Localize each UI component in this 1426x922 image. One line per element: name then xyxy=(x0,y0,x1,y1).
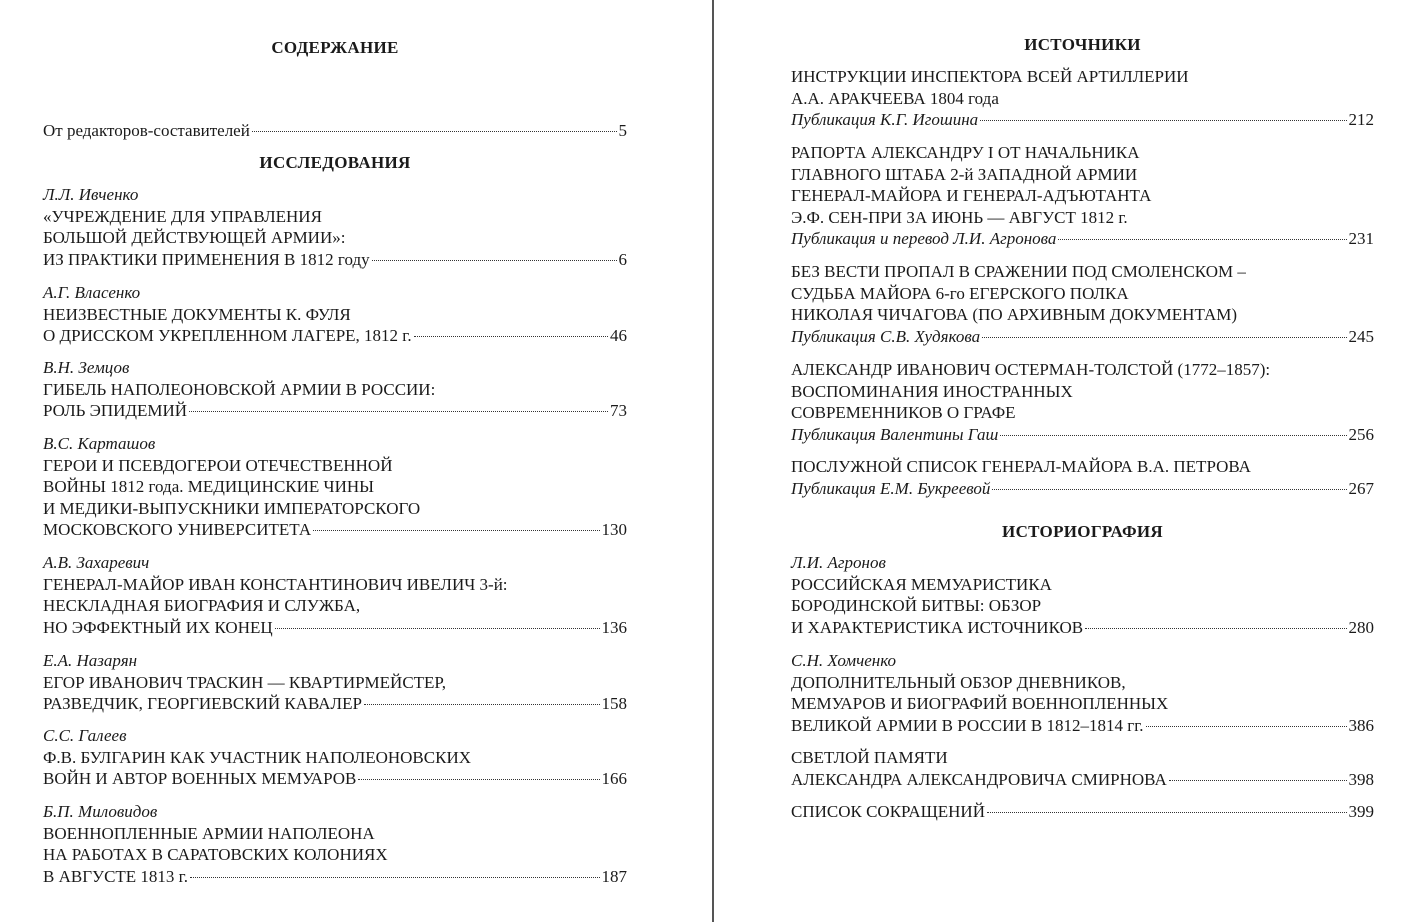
dot-leader xyxy=(1169,780,1347,781)
entry-title-line: ГЕНЕРАЛ-МАЙОР ИВАН КОНСТАНТИНОВИЧ ИВЕЛИЧ 3-й: xyxy=(43,574,508,594)
page-number: 212 xyxy=(1348,110,1374,129)
toc-dotted-line xyxy=(43,617,627,639)
entry-title-line: А.А. АРАКЧЕЕВА 1804 года xyxy=(791,88,999,108)
page-number: 187 xyxy=(601,866,627,886)
page-divider xyxy=(712,0,714,922)
dot-leader xyxy=(992,489,1346,490)
entry-title-line: НО ЭФФЕКТНЫЙ ИХ КОНЕЦ xyxy=(43,617,273,637)
dot-leader xyxy=(980,120,1346,121)
entry-title-line: РОЛЬ ЭПИДЕМИЙ xyxy=(43,401,188,420)
toc-dotted-line xyxy=(43,693,627,715)
entry-title: От редакторов-составителей xyxy=(43,121,250,140)
page-number: 5 xyxy=(618,121,627,140)
toc-entry[interactable] xyxy=(43,282,627,347)
entry-publication: Публикация и перевод Л.И. Агронова xyxy=(791,229,1057,248)
entry-title-line: «УЧРЕЖДЕНИЕ ДЛЯ УПРАВЛЕНИЯ xyxy=(43,206,322,226)
entry-title-line: РОССИЙСКАЯ МЕМУАРИСТИКА xyxy=(791,574,1052,594)
toc-entry[interactable] xyxy=(791,650,1374,736)
entry-title-line: ГЛАВНОГО ШТАБА 2-й ЗАПАДНОЙ АРМИИ xyxy=(791,164,1138,184)
entry-author: В.Н. Земцов xyxy=(43,358,130,377)
dot-leader xyxy=(414,336,608,337)
page-number: 46 xyxy=(610,326,627,345)
toc-entry[interactable] xyxy=(43,650,627,715)
toc-dotted-line xyxy=(43,120,627,142)
toc-entry[interactable] xyxy=(791,66,1374,131)
dot-leader xyxy=(364,704,600,705)
entry-title-line: НЕСКЛАДНАЯ БИОГРАФИЯ И СЛУЖБА, xyxy=(43,596,361,615)
dot-leader xyxy=(189,411,608,412)
toc-dotted-line xyxy=(791,715,1374,737)
entry-publication: Публикация С.В. Худякова xyxy=(791,326,981,346)
toc-dotted-line xyxy=(791,424,1374,446)
dot-leader xyxy=(982,337,1346,338)
toc-dotted-line xyxy=(791,326,1374,348)
page-number: 231 xyxy=(1348,229,1374,248)
page-number: 386 xyxy=(1348,715,1374,735)
toc-dotted-line xyxy=(791,769,1374,791)
entry-author: Б.П. Миловидов xyxy=(43,802,158,821)
toc-entry[interactable] xyxy=(43,357,627,422)
entry-title-line: ВОСПОМИНАНИЯ ИНОСТРАННЫХ xyxy=(791,381,1073,401)
page-number: 6 xyxy=(618,249,627,269)
entry-author: С.Н. Хомченко xyxy=(791,651,897,670)
page-number: 399 xyxy=(1348,802,1374,821)
page-number: 158 xyxy=(601,694,627,713)
entry-author: В.С. Карташов xyxy=(43,434,156,453)
toc-dotted-line xyxy=(791,801,1374,823)
entry-title-line: МЕМУАРОВ И БИОГРАФИЙ ВОЕННОПЛЕННЫХ xyxy=(791,694,1169,713)
entry-title-line: РАПОРТА АЛЕКСАНДРУ I ОТ НАЧАЛЬНИКА xyxy=(791,143,1140,162)
page-number: 256 xyxy=(1348,424,1374,444)
dot-leader xyxy=(1000,435,1346,436)
entry-title-line: НЕИЗВЕСТНЫЕ ДОКУМЕНТЫ К. ФУЛЯ xyxy=(43,304,351,324)
entry-title-line: ПОСЛУЖНОЙ СПИСОК ГЕНЕРАЛ-МАЙОРА В.А. ПЕТРОВА xyxy=(791,457,1251,476)
page-number: 280 xyxy=(1348,617,1374,637)
dot-leader xyxy=(275,628,600,629)
entry-title-line: Ф.В. БУЛГАРИН КАК УЧАСТНИК НАПОЛЕОНОВСКИХ xyxy=(43,747,472,767)
entry-title-line: РАЗВЕДЧИК, ГЕОРГИЕВСКИЙ КАВАЛЕР xyxy=(43,694,362,713)
entry-author: Л.Л. Ивченко xyxy=(43,185,139,204)
entry-title-line: МОСКОВСКОГО УНИВЕРСИТЕТА xyxy=(43,520,312,539)
dot-leader xyxy=(190,877,600,878)
page-number: 267 xyxy=(1348,478,1374,498)
entry-title-line: НИКОЛАЯ ЧИЧАГОВА (ПО АРХИВНЫМ ДОКУМЕНТАМ) xyxy=(791,305,1238,324)
entry-title-line: ГЕРОИ И ПСЕВДОГЕРОИ ОТЕЧЕСТВЕННОЙ xyxy=(43,455,393,475)
entry-author: Е.А. Назарян xyxy=(43,651,138,670)
entry-title-line: ВЕЛИКОЙ АРМИИ В РОССИИ В 1812–1814 гг. xyxy=(791,715,1144,735)
section-heading: ИСТОЧНИКИ xyxy=(1024,35,1141,54)
entry-title-line: И ХАРАКТЕРИСТИКА ИСТОЧНИКОВ xyxy=(791,617,1084,637)
entry-title-line: СОВРЕМЕННИКОВ О ГРАФЕ xyxy=(791,403,1016,422)
dot-leader xyxy=(313,530,599,531)
toc-entry[interactable] xyxy=(791,456,1374,499)
dot-leader xyxy=(1085,628,1346,629)
page-number: 398 xyxy=(1348,769,1374,789)
toc-entry[interactable] xyxy=(791,801,1374,823)
toc-entry[interactable] xyxy=(43,801,627,887)
page-number: 130 xyxy=(601,520,627,539)
entry-title-line: ВОЙНЫ 1812 года. МЕДИЦИНСКИЕ ЧИНЫ xyxy=(43,477,374,496)
toc-dotted-line xyxy=(791,617,1374,639)
entry-publication: Публикация Е.М. Букреевой xyxy=(791,478,991,498)
toc-dotted-line xyxy=(43,325,627,347)
dot-leader xyxy=(987,812,1347,813)
toc-entry[interactable] xyxy=(791,261,1374,347)
entry-title-line: ГИБЕЛЬ НАПОЛЕОНОВСКОЙ АРМИИ В РОССИИ: xyxy=(43,379,436,399)
entry-title-line: ВОЙН И АВТОР ВОЕННЫХ МЕМУАРОВ xyxy=(43,769,357,788)
entry-title-line: ЕГОР ИВАНОВИЧ ТРАСКИН — КВАРТИРМЕЙСТЕР, xyxy=(43,672,447,692)
entry-title-line: СВЕТЛОЙ ПАМЯТИ xyxy=(791,748,948,767)
entry-title-line: АЛЕКСАНДРА АЛЕКСАНДРОВИЧА СМИРНОВА xyxy=(791,769,1167,789)
entry-publication: Публикация Валентины Гаш xyxy=(791,424,999,444)
entry-author: Л.И. Агронов xyxy=(791,553,886,572)
entry-author: С.С. Галеев xyxy=(43,726,127,745)
entry-publication: Публикация К.Г. Игошина xyxy=(791,110,979,129)
toc-entry[interactable] xyxy=(791,359,1374,445)
page-number: 166 xyxy=(601,769,627,788)
entry-title-line: В АВГУСТЕ 1813 г. xyxy=(43,866,188,886)
entry-title-line: ИНСТРУКЦИИ ИНСПЕКТОРА ВСЕЙ АРТИЛЛЕРИИ xyxy=(791,67,1189,86)
dot-leader xyxy=(358,779,599,780)
entry-title-line: БОЛЬШОЙ ДЕЙСТВУЮЩЕЙ АРМИИ»: xyxy=(43,228,346,247)
toc-dotted-line xyxy=(791,228,1374,250)
entry-author: А.В. Захаревич xyxy=(43,553,150,572)
entry-title-line: БЕЗ ВЕСТИ ПРОПАЛ В СРАЖЕНИИ ПОД СМОЛЕНСКОМ – xyxy=(791,262,1246,281)
entry-title-line: СУДЬБА МАЙОРА 6-го ЕГЕРСКОГО ПОЛКА xyxy=(791,283,1129,303)
toc-dotted-line xyxy=(791,478,1374,500)
entry-title-line: ГЕНЕРАЛ-МАЙОРА И ГЕНЕРАЛ-АДЪЮТАНТА xyxy=(791,186,1152,205)
toc-entry-intro[interactable] xyxy=(43,120,627,142)
toc-dotted-line xyxy=(791,109,1374,131)
toc-entry[interactable] xyxy=(791,552,1374,638)
entry-title-line: СПИСОК СОКРАЩЕНИЙ xyxy=(791,802,985,821)
page-title: СОДЕРЖАНИЕ xyxy=(271,38,399,57)
entry-title-line: О ДРИССКОМ УКРЕПЛЕННОМ ЛАГЕРЕ, 1812 г. xyxy=(43,326,412,345)
page-number: 245 xyxy=(1348,326,1374,346)
entry-title-line: ВОЕННОПЛЕННЫЕ АРМИИ НАПОЛЕОНА xyxy=(43,823,375,843)
entry-title-line: Э.Ф. СЕН-ПРИ ЗА ИЮНЬ — АВГУСТ 1812 г. xyxy=(791,207,1128,227)
dot-leader xyxy=(1146,726,1347,727)
entry-title-line: АЛЕКСАНДР ИВАНОВИЧ ОСТЕРМАН-ТОЛСТОЙ (1772–1857): xyxy=(791,360,1271,379)
entry-title-line: БОРОДИНСКОЙ БИТВЫ: ОБЗОР xyxy=(791,596,1042,615)
section-heading: ИСТОРИОГРАФИЯ xyxy=(1002,522,1163,541)
toc-entry[interactable] xyxy=(43,433,627,541)
toc-dotted-line xyxy=(43,249,627,271)
entry-author: А.Г. Власенко xyxy=(43,283,141,302)
entry-title-line: ИЗ ПРАКТИКИ ПРИМЕНЕНИЯ В 1812 году xyxy=(43,249,370,269)
entry-title-line: ДОПОЛНИТЕЛЬНЫЙ ОБЗОР ДНЕВНИКОВ, xyxy=(791,672,1126,692)
toc-dotted-line xyxy=(43,768,627,790)
dot-leader xyxy=(372,260,617,261)
dot-leader xyxy=(1058,239,1346,240)
page-number: 136 xyxy=(601,617,627,637)
entry-title-line: И МЕДИКИ-ВЫПУСКНИКИ ИМПЕРАТОРСКОГО xyxy=(43,498,421,518)
toc-entry[interactable] xyxy=(791,142,1374,250)
page-number: 73 xyxy=(610,401,627,420)
dot-leader xyxy=(252,131,617,132)
toc-dotted-line xyxy=(43,400,627,422)
toc-dotted-line xyxy=(43,866,627,888)
toc-entry[interactable] xyxy=(43,184,627,270)
toc-entry[interactable] xyxy=(791,747,1374,790)
toc-dotted-line xyxy=(43,519,627,541)
toc-entry[interactable] xyxy=(43,725,627,790)
toc-entry[interactable] xyxy=(43,552,627,638)
section-heading: ИССЛЕДОВАНИЯ xyxy=(259,153,411,172)
entry-title-line: НА РАБОТАХ В САРАТОВСКИХ КОЛОНИЯХ xyxy=(43,845,388,864)
